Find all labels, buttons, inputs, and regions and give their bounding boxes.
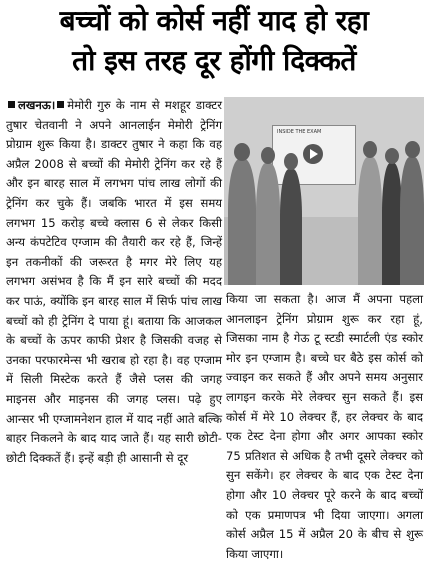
event-photo	[224, 97, 424, 285]
person-1	[228, 159, 256, 285]
person-1-head	[234, 143, 250, 161]
bullet-square-icon	[57, 101, 64, 108]
person-5	[382, 163, 402, 285]
person-2-head	[261, 147, 275, 164]
person-3	[280, 169, 302, 285]
person-4	[358, 157, 382, 285]
person-2	[256, 163, 280, 285]
person-3-head	[284, 153, 298, 170]
article-right-column	[226, 290, 423, 564]
headline-line-1: बच्चों को कोर्स नहीं याद हो रहा	[59, 4, 369, 37]
bullet-square-icon	[8, 101, 15, 108]
person-6	[400, 157, 424, 285]
article-left-column	[6, 96, 222, 468]
person-4-head	[363, 141, 377, 158]
right-column-text: किया जा सकता है। आज मैं अपना पहला आनलाइन ट्रेनिंग प्रोग्राम शुरू कर रहा हूं, जिसका नाम है गेऊ टू स्टडी स्मार्टली एंड स्कोर मोर इन एग्जाम है। बच्चे घर बैठे इस कोर्स को ज्वाइन कर सकते हैं और अपने समय अनुसार लागइन करके मेरे लेक्चर सुन सकते हैं। इस कोर्स में मेरे 10 लेक्चर हैं, हर लेक्चर के बाद एक टेस्ट देना होगा और अगर आपका स्कोर 75 प्रतिशत से अधिक है तभी दूसरे लेक्चर को सुन सकेंगे। हर लेक्चर के बाद एक टेस्ट देना होगा और 10 लेक्चर पूरे करने के बाद बच्चों को एक प्रमाणपत्र भी दिया जाएगा। अगला कोर्स अप्रैल 15 में अप्रैल 20 के बीच से शुरू किया जाएगा।	[226, 292, 423, 561]
headline-line-2: तो इस तरह दूर होंगी दिक्कतें	[72, 44, 356, 77]
left-column-text: मेमोरी गुरु के नाम से मशहूर डाक्टर तुषार चेतवानी ने अपने आनलाईन मेमोरी ट्रेनिंग प्रोग्राम शुरू किया है। डाक्टर तुषार ने कहा कि वह अप्रैल 2008 से बच्चों की मेमोरी ट्रेनिंग कर रहे हैं और इन बारह साल में लगभग पांच लाख लोगों की ट्रेनिंग कर चुके हैं। जबकि भारत में इस समय लगभग 15 करोड़ बच्चे क्लास 6 से लेकर किसी अन्य कंपटेटिव एग्जाम की तैयारी कर रहे हैं, जिन्हें इन तकनीकों की जरूरत है मगर मेरे लिए यह लगभग असंभव है कि मैं इन सारे बच्चों की मदद कर पाऊं, क्योंकि इन बारह साल में सिर्फ पांच लाख बच्चों को ही ट्रेनिंग दे पाया हूं। बताया कि आजकल के बच्चों के ऊपर काफी प्रेशर है जिसकी वजह से उनका परफारमेन्स भी खराब हो रहा है। वह एग्जाम में सिली मिस्टेक करते हैं जैसे प्लस की जगह माइनस और माइनस की जगह प्लस। पढ़े हुए आन्सर भी एग्जामनेशन हाल में याद नहीं आते बल्कि बाहर निकलने के बाद याद जाते हैं। यह सारी छोटी-छोटी दिक्कतें हैं। इन्हें बड़ी ही आसानी से दूर	[6, 98, 222, 465]
dateline: लखनऊ।	[18, 98, 56, 112]
person-6-head	[405, 141, 420, 158]
play-icon	[303, 144, 323, 164]
screen-title: INSIDE THE EXAM	[277, 129, 322, 135]
person-5-head	[385, 148, 399, 164]
